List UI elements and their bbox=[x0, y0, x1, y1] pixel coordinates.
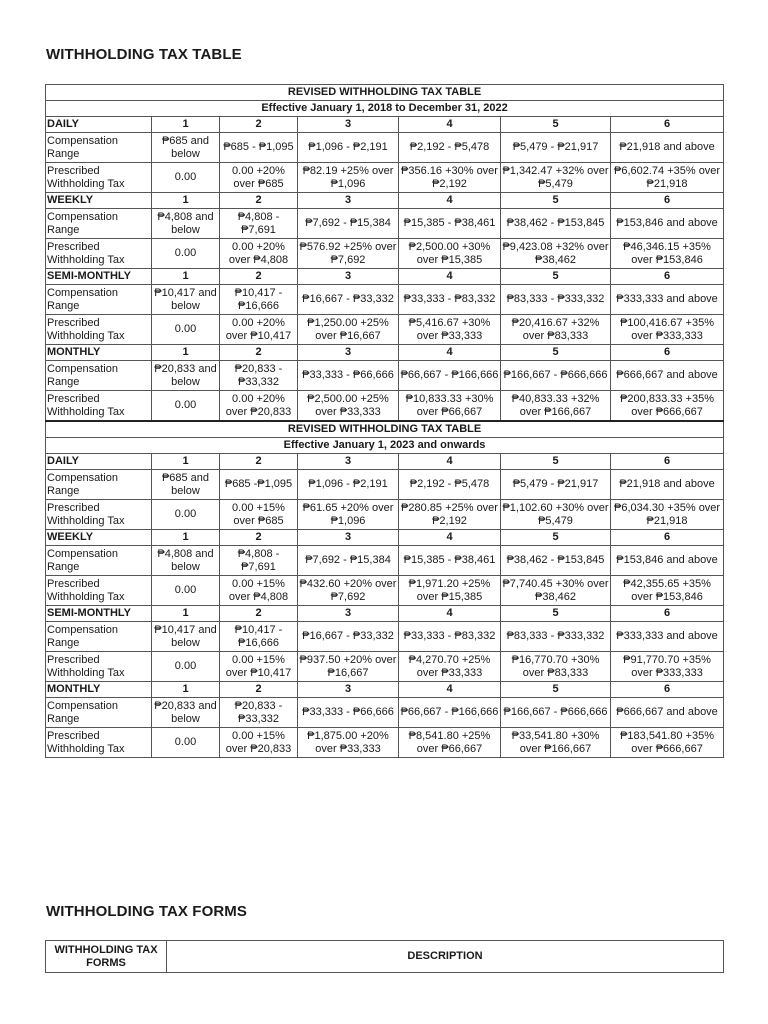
bracket-number: 5 bbox=[501, 530, 611, 546]
withholding-tax-cell: ₱1,250.00 +25% over ₱16,667 bbox=[298, 315, 399, 345]
table-title-row bbox=[46, 85, 724, 101]
bracket-number: 1 bbox=[152, 269, 220, 285]
bracket-number: 4 bbox=[399, 269, 501, 285]
bracket-number: 5 bbox=[501, 606, 611, 622]
withholding-tax-cell: ₱40,833.33 +32% over ₱166,667 bbox=[501, 391, 611, 422]
row-label: Prescribed Withholding Tax bbox=[46, 163, 152, 193]
withholding-tax-row bbox=[46, 728, 724, 758]
compensation-range-cell: ₱333,333 and above bbox=[611, 285, 724, 315]
withholding-tax-cell: ₱7,740.45 +30% over ₱38,462 bbox=[501, 576, 611, 606]
section-header-row bbox=[46, 345, 724, 361]
row-label: Compensation Range bbox=[46, 546, 152, 576]
section-name: DAILY bbox=[46, 117, 152, 133]
bracket-number: 2 bbox=[220, 682, 298, 698]
effective-date-row bbox=[46, 438, 724, 454]
withholding-tax-row bbox=[46, 163, 724, 193]
row-label: Prescribed Withholding Tax bbox=[46, 391, 152, 422]
compensation-range-cell: ₱15,385 - ₱38,461 bbox=[399, 209, 501, 239]
section-name: WEEKLY bbox=[46, 193, 152, 209]
bracket-number: 3 bbox=[298, 530, 399, 546]
compensation-range-cell: ₱20,833 - ₱33,332 bbox=[220, 361, 298, 391]
withholding-tax-cell: ₱100,416.67 +35% over ₱333,333 bbox=[611, 315, 724, 345]
compensation-range-cell: ₱66,667 - ₱166,666 bbox=[399, 698, 501, 728]
section-name: SEMI-MONTHLY bbox=[46, 269, 152, 285]
compensation-range-cell: ₱166,667 - ₱666,666 bbox=[501, 361, 611, 391]
compensation-range-row bbox=[46, 546, 724, 576]
withholding-tax-cell: ₱20,416.67 +32% over ₱83,333 bbox=[501, 315, 611, 345]
bracket-number: 3 bbox=[298, 345, 399, 361]
withholding-tax-cell: 0.00 +15% over ₱20,833 bbox=[220, 728, 298, 758]
withholding-tax-cell: ₱200,833.33 +35% over ₱666,667 bbox=[611, 391, 724, 422]
compensation-range-cell: ₱2,192 - ₱5,478 bbox=[399, 133, 501, 163]
bracket-number: 3 bbox=[298, 682, 399, 698]
compensation-range-cell: ₱685 and below bbox=[152, 133, 220, 163]
compensation-range-cell: ₱33,333 - ₱66,666 bbox=[298, 698, 399, 728]
section-name: WEEKLY bbox=[46, 530, 152, 546]
compensation-range-cell: ₱16,667 - ₱33,332 bbox=[298, 622, 399, 652]
tax-table-period bbox=[46, 85, 724, 422]
compensation-range-cell: ₱10,417 - ₱16,666 bbox=[220, 622, 298, 652]
compensation-range-cell: ₱21,918 and above bbox=[611, 133, 724, 163]
withholding-tax-cell: ₱8,541.80 +25% over ₱66,667 bbox=[399, 728, 501, 758]
bracket-number: 1 bbox=[152, 117, 220, 133]
withholding-tax-row bbox=[46, 239, 724, 269]
bracket-number: 2 bbox=[220, 606, 298, 622]
withholding-tax-cell: ₱432.60 +20% over ₱7,692 bbox=[298, 576, 399, 606]
compensation-range-row bbox=[46, 622, 724, 652]
bracket-number: 2 bbox=[220, 345, 298, 361]
compensation-range-cell: ₱10,417 and below bbox=[152, 285, 220, 315]
compensation-range-cell: ₱20,833 - ₱33,332 bbox=[220, 698, 298, 728]
withholding-tax-cell: 0.00 +20% over ₱4,808 bbox=[220, 239, 298, 269]
row-label: Compensation Range bbox=[46, 622, 152, 652]
row-label: Prescribed Withholding Tax bbox=[46, 652, 152, 682]
bracket-number: 4 bbox=[399, 454, 501, 470]
compensation-range-cell: ₱5,479 - ₱21,917 bbox=[501, 470, 611, 500]
compensation-range-cell: ₱38,462 - ₱153,845 bbox=[501, 209, 611, 239]
section-name: SEMI-MONTHLY bbox=[46, 606, 152, 622]
compensation-range-cell: ₱4,808 and below bbox=[152, 546, 220, 576]
bracket-number: 2 bbox=[220, 269, 298, 285]
withholding-tax-cell: ₱937.50 +20% over ₱16,667 bbox=[298, 652, 399, 682]
bracket-number: 4 bbox=[399, 345, 501, 361]
compensation-range-cell: ₱4,808 - ₱7,691 bbox=[220, 209, 298, 239]
withholding-tax-cell: ₱9,423.08 +32% over ₱38,462 bbox=[501, 239, 611, 269]
compensation-range-row bbox=[46, 133, 724, 163]
compensation-range-cell: ₱153,846 and above bbox=[611, 209, 724, 239]
bracket-number: 6 bbox=[611, 193, 724, 209]
withholding-tax-cell: ₱576.92 +25% over ₱7,692 bbox=[298, 239, 399, 269]
compensation-range-cell: ₱20,833 and below bbox=[152, 361, 220, 391]
compensation-range-cell: ₱21,918 and above bbox=[611, 470, 724, 500]
withholding-tax-cell: 0.00 bbox=[152, 652, 220, 682]
bracket-number: 6 bbox=[611, 345, 724, 361]
forms-col-header: WITHHOLDING TAX FORMS bbox=[46, 941, 167, 973]
section-header-row bbox=[46, 530, 724, 546]
tax-table-period bbox=[46, 421, 724, 758]
bracket-number: 1 bbox=[152, 193, 220, 209]
compensation-range-cell: ₱33,333 - ₱83,332 bbox=[399, 285, 501, 315]
withholding-tax-cell: ₱2,500.00 +30% over ₱15,385 bbox=[399, 239, 501, 269]
withholding-tax-cell: 0.00 +15% over ₱4,808 bbox=[220, 576, 298, 606]
compensation-range-cell: ₱33,333 - ₱83,332 bbox=[399, 622, 501, 652]
compensation-range-row bbox=[46, 470, 724, 500]
bracket-number: 4 bbox=[399, 117, 501, 133]
withholding-tax-cell: ₱280.85 +25% over ₱2,192 bbox=[399, 500, 501, 530]
row-label: Compensation Range bbox=[46, 470, 152, 500]
compensation-range-cell: ₱66,667 - ₱166,666 bbox=[399, 361, 501, 391]
compensation-range-cell: ₱2,192 - ₱5,478 bbox=[399, 470, 501, 500]
withholding-tax-cell: 0.00 +20% over ₱20,833 bbox=[220, 391, 298, 422]
compensation-range-cell: ₱38,462 - ₱153,845 bbox=[501, 546, 611, 576]
bracket-number: 5 bbox=[501, 117, 611, 133]
row-label: Compensation Range bbox=[46, 361, 152, 391]
bracket-number: 5 bbox=[501, 193, 611, 209]
compensation-range-cell: ₱333,333 and above bbox=[611, 622, 724, 652]
compensation-range-cell: ₱153,846 and above bbox=[611, 546, 724, 576]
row-label: Compensation Range bbox=[46, 698, 152, 728]
bracket-number: 1 bbox=[152, 454, 220, 470]
forms-table-header bbox=[46, 941, 724, 973]
compensation-range-cell: ₱33,333 - ₱66,666 bbox=[298, 361, 399, 391]
compensation-range-cell: ₱166,667 - ₱666,666 bbox=[501, 698, 611, 728]
bracket-number: 5 bbox=[501, 454, 611, 470]
section-header-row bbox=[46, 682, 724, 698]
bracket-number: 2 bbox=[220, 117, 298, 133]
compensation-range-cell: ₱15,385 - ₱38,461 bbox=[399, 546, 501, 576]
row-label: Prescribed Withholding Tax bbox=[46, 315, 152, 345]
bracket-number: 3 bbox=[298, 454, 399, 470]
section-header-row bbox=[46, 606, 724, 622]
withholding-tax-table bbox=[45, 84, 724, 758]
compensation-range-cell: ₱1,096 - ₱2,191 bbox=[298, 470, 399, 500]
withholding-tax-cell: 0.00 bbox=[152, 728, 220, 758]
withholding-tax-cell: 0.00 bbox=[152, 500, 220, 530]
section-header-row bbox=[46, 454, 724, 470]
table-title-row bbox=[46, 421, 724, 438]
compensation-range-row bbox=[46, 361, 724, 391]
section-name: MONTHLY bbox=[46, 345, 152, 361]
withholding-tax-cell: 0.00 +20% over ₱10,417 bbox=[220, 315, 298, 345]
section-name: MONTHLY bbox=[46, 682, 152, 698]
bracket-number: 2 bbox=[220, 530, 298, 546]
bracket-number: 6 bbox=[611, 117, 724, 133]
bracket-number: 4 bbox=[399, 606, 501, 622]
effective-date: Effective January 1, 2023 and onwards bbox=[46, 438, 724, 454]
section-header-row bbox=[46, 117, 724, 133]
withholding-tax-cell: 0.00 +15% over ₱10,417 bbox=[220, 652, 298, 682]
bracket-number: 1 bbox=[152, 345, 220, 361]
compensation-range-cell: ₱685 - ₱1,095 bbox=[220, 133, 298, 163]
bracket-number: 6 bbox=[611, 682, 724, 698]
withholding-tax-cell: ₱42,355.65 +35% over ₱153,846 bbox=[611, 576, 724, 606]
effective-date-row bbox=[46, 101, 724, 117]
bracket-number: 4 bbox=[399, 682, 501, 698]
bracket-number: 3 bbox=[298, 606, 399, 622]
withholding-tax-row bbox=[46, 652, 724, 682]
withholding-tax-cell: 0.00 +20% over ₱685 bbox=[220, 163, 298, 193]
compensation-range-cell: ₱10,417 - ₱16,666 bbox=[220, 285, 298, 315]
withholding-tax-cell: ₱1,971.20 +25% over ₱15,385 bbox=[399, 576, 501, 606]
row-label: Compensation Range bbox=[46, 285, 152, 315]
compensation-range-cell: ₱4,808 - ₱7,691 bbox=[220, 546, 298, 576]
table-title: REVISED WITHHOLDING TAX TABLE bbox=[46, 85, 724, 101]
withholding-tax-cell: ₱356.16 +30% over ₱2,192 bbox=[399, 163, 501, 193]
bracket-number: 3 bbox=[298, 193, 399, 209]
withholding-tax-cell: 0.00 +15% over ₱685 bbox=[220, 500, 298, 530]
withholding-tax-row bbox=[46, 576, 724, 606]
compensation-range-cell: ₱7,692 - ₱15,384 bbox=[298, 209, 399, 239]
withholding-tax-row bbox=[46, 391, 724, 422]
compensation-range-cell: ₱7,692 - ₱15,384 bbox=[298, 546, 399, 576]
bracket-number: 6 bbox=[611, 606, 724, 622]
table-title: REVISED WITHHOLDING TAX TABLE bbox=[46, 421, 724, 438]
section-header-row bbox=[46, 193, 724, 209]
withholding-tax-cell: ₱61.65 +20% over ₱1,096 bbox=[298, 500, 399, 530]
bracket-number: 2 bbox=[220, 454, 298, 470]
bracket-number: 5 bbox=[501, 269, 611, 285]
bracket-number: 3 bbox=[298, 117, 399, 133]
bracket-number: 4 bbox=[399, 193, 501, 209]
compensation-range-row bbox=[46, 698, 724, 728]
withholding-tax-cell: ₱1,102.60 +30% over ₱5,479 bbox=[501, 500, 611, 530]
bracket-number: 2 bbox=[220, 193, 298, 209]
bracket-number: 1 bbox=[152, 606, 220, 622]
withholding-tax-row bbox=[46, 500, 724, 530]
compensation-range-cell: ₱666,667 and above bbox=[611, 698, 724, 728]
compensation-range-cell: ₱5,479 - ₱21,917 bbox=[501, 133, 611, 163]
compensation-range-cell: ₱83,333 - ₱333,332 bbox=[501, 285, 611, 315]
withholding-tax-cell: ₱5,416.67 +30% over ₱33,333 bbox=[399, 315, 501, 345]
withholding-tax-cell: 0.00 bbox=[152, 576, 220, 606]
forms-table bbox=[45, 940, 724, 973]
bracket-number: 3 bbox=[298, 269, 399, 285]
bracket-number: 6 bbox=[611, 269, 724, 285]
withholding-tax-cell: ₱91,770.70 +35% over ₱333,333 bbox=[611, 652, 724, 682]
compensation-range-row bbox=[46, 285, 724, 315]
section-header-row bbox=[46, 269, 724, 285]
bracket-number: 4 bbox=[399, 530, 501, 546]
row-label: Prescribed Withholding Tax bbox=[46, 500, 152, 530]
withholding-tax-cell: ₱82.19 +25% over ₱1,096 bbox=[298, 163, 399, 193]
withholding-tax-row bbox=[46, 315, 724, 345]
bracket-number: 1 bbox=[152, 682, 220, 698]
forms-section-title: WITHHOLDING TAX FORMS bbox=[46, 903, 247, 920]
row-label: Prescribed Withholding Tax bbox=[46, 239, 152, 269]
withholding-tax-cell: ₱10,833.33 +30% over ₱66,667 bbox=[399, 391, 501, 422]
bracket-number: 5 bbox=[501, 345, 611, 361]
withholding-tax-cell: 0.00 bbox=[152, 239, 220, 269]
row-label: Prescribed Withholding Tax bbox=[46, 728, 152, 758]
withholding-tax-cell: ₱6,602.74 +35% over ₱21,918 bbox=[611, 163, 724, 193]
bracket-number: 6 bbox=[611, 530, 724, 546]
withholding-tax-cell: ₱46,346.15 +35% over ₱153,846 bbox=[611, 239, 724, 269]
row-label: Prescribed Withholding Tax bbox=[46, 576, 152, 606]
withholding-tax-cell: 0.00 bbox=[152, 163, 220, 193]
description-col-header: DESCRIPTION bbox=[167, 941, 724, 973]
compensation-range-cell: ₱685 -₱1,095 bbox=[220, 470, 298, 500]
section-name: DAILY bbox=[46, 454, 152, 470]
withholding-tax-cell: ₱6,034.30 +35% over ₱21,918 bbox=[611, 500, 724, 530]
bracket-number: 5 bbox=[501, 682, 611, 698]
withholding-tax-cell: 0.00 bbox=[152, 391, 220, 422]
withholding-tax-cell: ₱1,875.00 +20% over ₱33,333 bbox=[298, 728, 399, 758]
withholding-tax-cell: ₱16,770.70 +30% over ₱83,333 bbox=[501, 652, 611, 682]
row-label: Compensation Range bbox=[46, 209, 152, 239]
withholding-tax-cell: ₱2,500.00 +25% over ₱33,333 bbox=[298, 391, 399, 422]
compensation-range-row bbox=[46, 209, 724, 239]
compensation-range-cell: ₱1,096 - ₱2,191 bbox=[298, 133, 399, 163]
compensation-range-cell: ₱20,833 and below bbox=[152, 698, 220, 728]
bracket-number: 1 bbox=[152, 530, 220, 546]
compensation-range-cell: ₱685 and below bbox=[152, 470, 220, 500]
compensation-range-cell: ₱4,808 and below bbox=[152, 209, 220, 239]
compensation-range-cell: ₱666,667 and above bbox=[611, 361, 724, 391]
compensation-range-cell: ₱16,667 - ₱33,332 bbox=[298, 285, 399, 315]
effective-date: Effective January 1, 2018 to December 31, 2022 bbox=[46, 101, 724, 117]
compensation-range-cell: ₱83,333 - ₱333,332 bbox=[501, 622, 611, 652]
withholding-tax-cell: ₱33,541.80 +30% over ₱166,667 bbox=[501, 728, 611, 758]
withholding-tax-cell: ₱183,541.80 +35% over ₱666,667 bbox=[611, 728, 724, 758]
withholding-tax-cell: ₱4,270.70 +25% over ₱33,333 bbox=[399, 652, 501, 682]
page-title: WITHHOLDING TAX TABLE bbox=[46, 46, 242, 63]
row-label: Compensation Range bbox=[46, 133, 152, 163]
withholding-tax-cell: 0.00 bbox=[152, 315, 220, 345]
compensation-range-cell: ₱10,417 and below bbox=[152, 622, 220, 652]
withholding-tax-cell: ₱1,342.47 +32% over ₱5,479 bbox=[501, 163, 611, 193]
bracket-number: 6 bbox=[611, 454, 724, 470]
